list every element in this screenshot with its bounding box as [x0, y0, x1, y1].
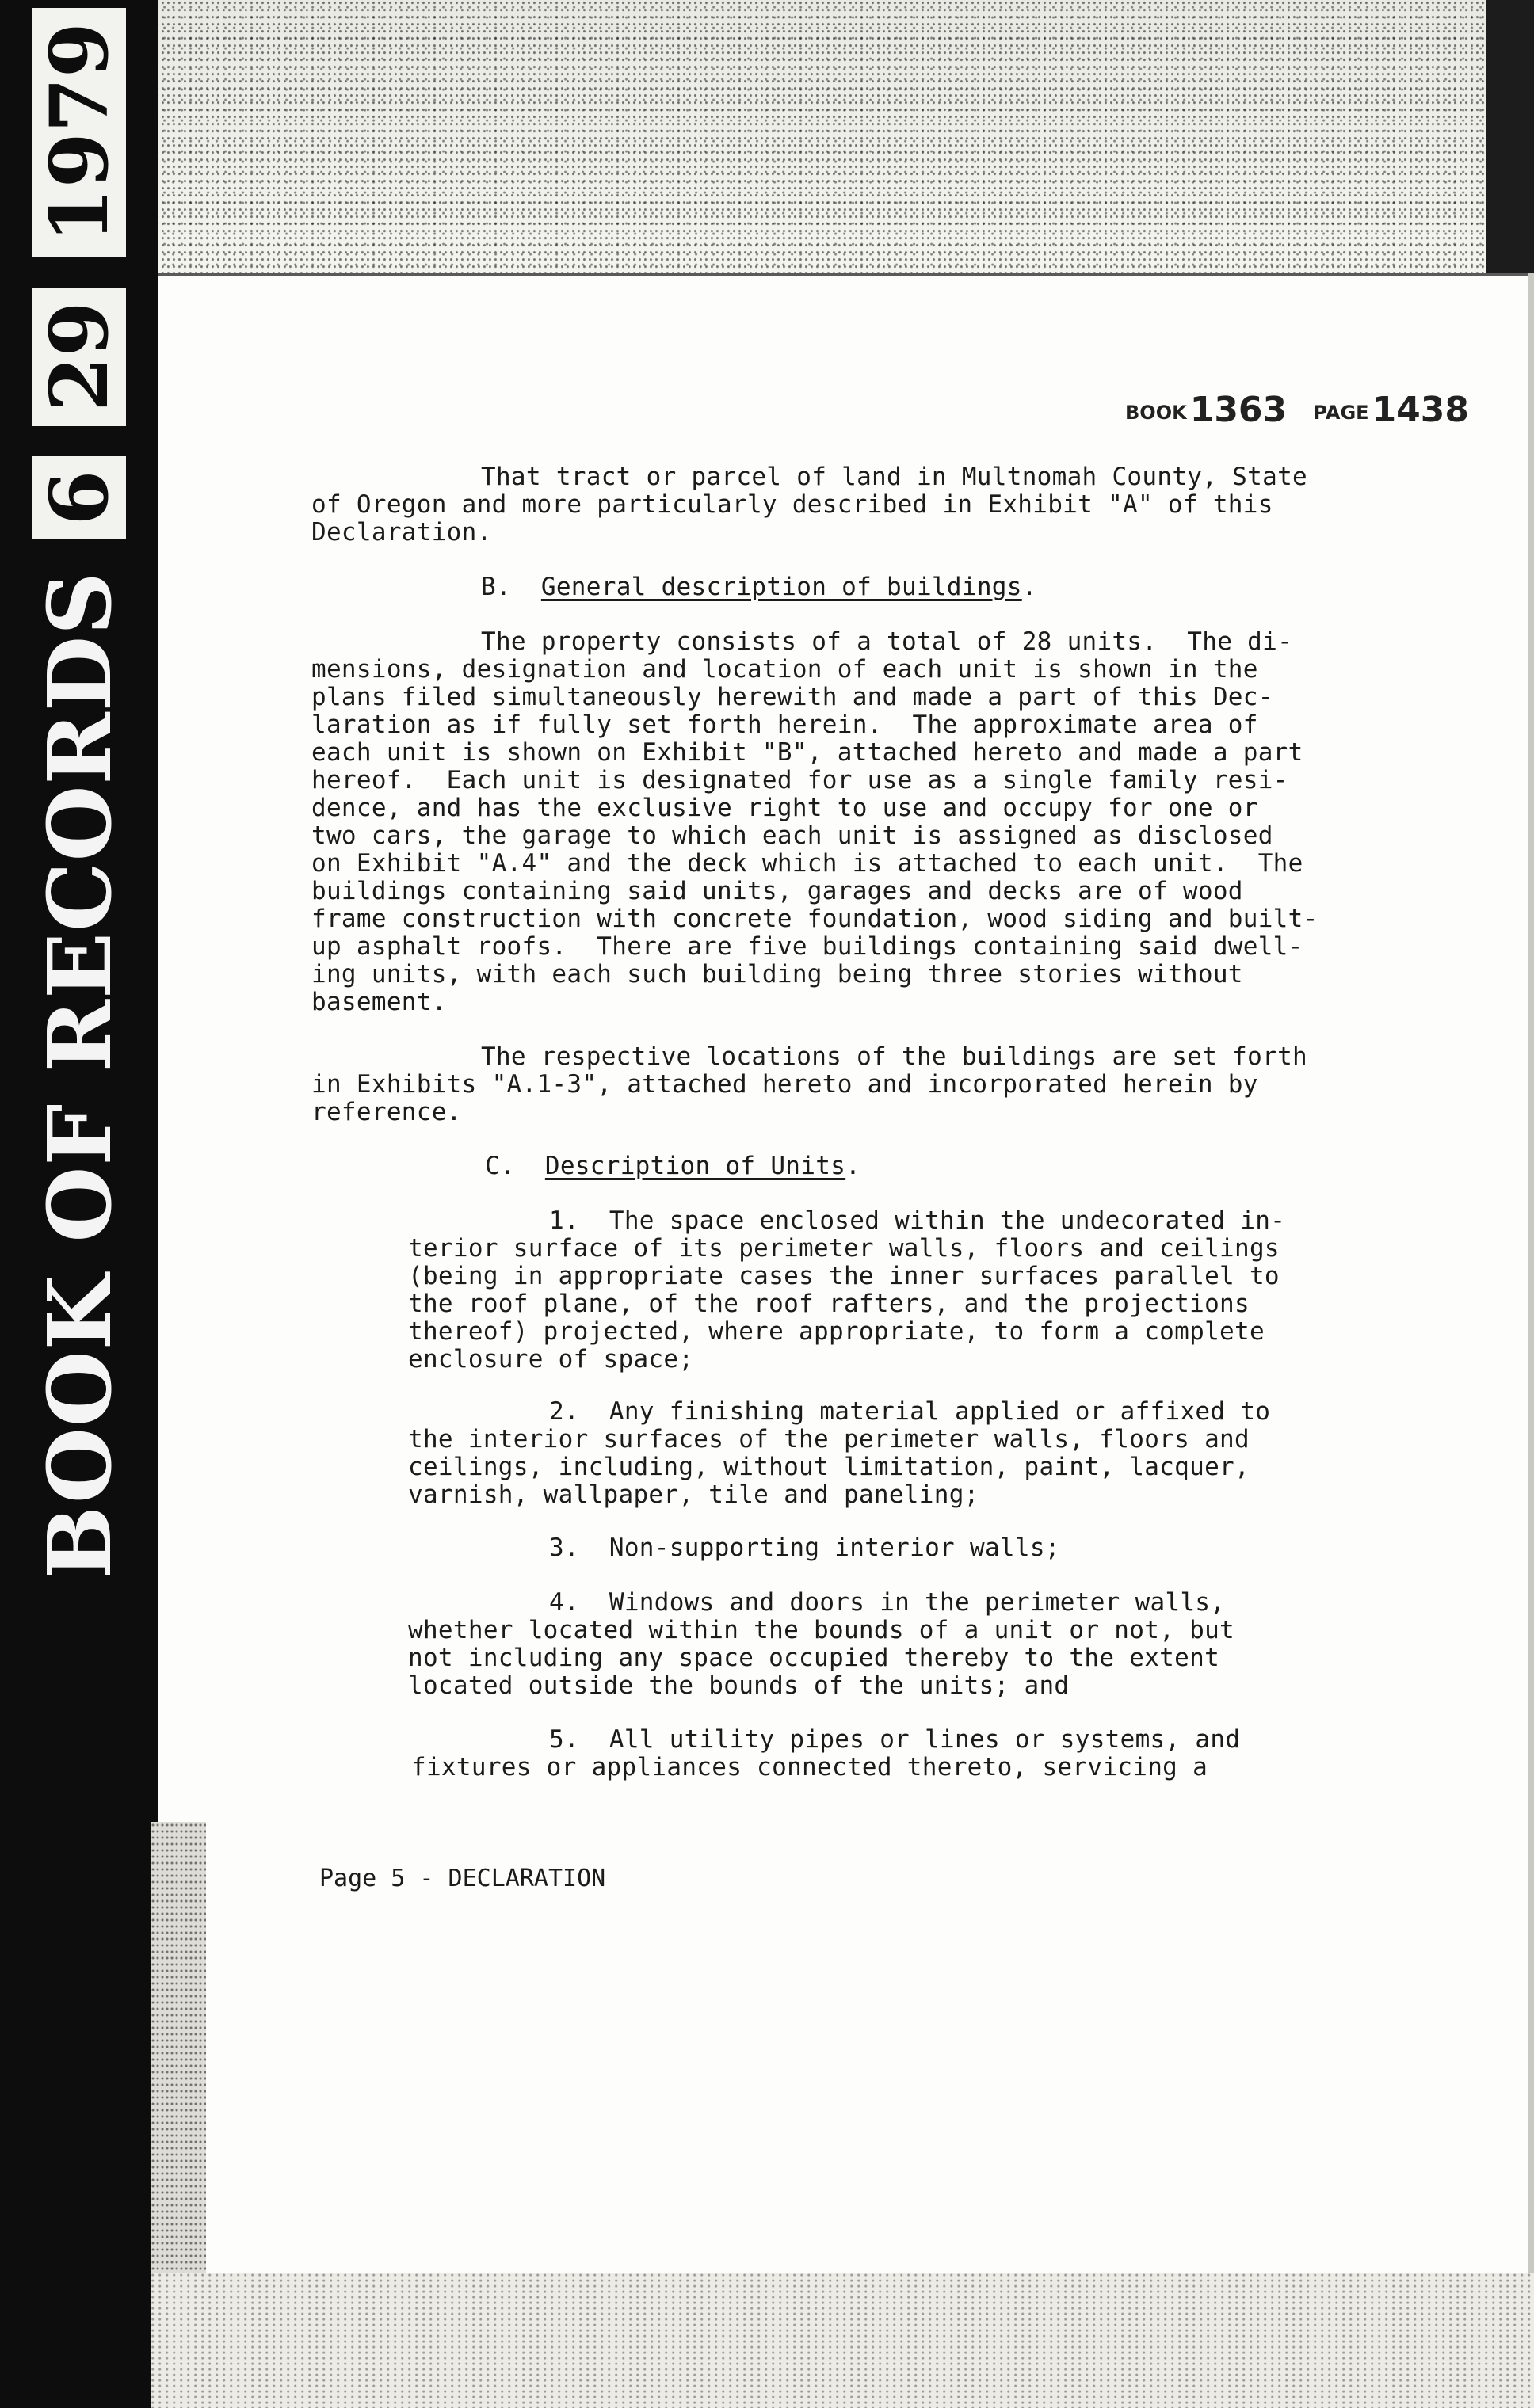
paragraph-line: buildings containing said units, garages and decks are of wood: [311, 877, 1243, 905]
list-item-line: (being in appropriate cases the inner surfaces parallel to: [408, 1262, 1280, 1290]
list-item-line: the roof plane, of the roof rafters, and the projections: [408, 1290, 1250, 1318]
paragraph-line: two cars, the garage to which each unit is assigned as disclosed: [311, 821, 1273, 850]
list-item-line: enclosure of space;: [408, 1345, 694, 1374]
section-b-period: .: [1021, 573, 1037, 601]
list-item-line: the interior surfaces of the perimeter walls, floors and: [408, 1425, 1250, 1454]
paragraph-line: reference.: [311, 1098, 462, 1126]
list-item-line: 4. Windows and doors in the perimeter walls,: [549, 1588, 1226, 1617]
stamp-day: 29: [29, 284, 129, 429]
list-item-line: 5. All utility pipes or lines or systems, and: [549, 1725, 1241, 1754]
section-b-letter: B.: [481, 573, 511, 601]
book-number: 1363: [1189, 390, 1288, 430]
book-label: BOOK: [1125, 402, 1187, 424]
paragraph-line: The property consists of a total of 28 units. The di-: [481, 627, 1293, 656]
paragraph-line: in Exhibits "A.1-3", attached hereto and incorporated herein by: [311, 1070, 1258, 1099]
paragraph-line: basement.: [311, 988, 447, 1016]
list-item-line: thereof) projected, where appropriate, to form a complete: [408, 1317, 1265, 1346]
intro-line: Declaration.: [311, 518, 492, 547]
intro-line: That tract or parcel of land in Multnomah County, State: [481, 463, 1307, 491]
section-c-title: Description of Units: [544, 1152, 846, 1180]
section-b-heading: [481, 573, 1037, 600]
book-page-reference: [1125, 390, 1469, 430]
paragraph-line: on Exhibit "A.4" and the deck which is attached to each unit. The: [311, 849, 1303, 878]
paragraph-line: each unit is shown on Exhibit "B", attached hereto and made a part: [311, 738, 1303, 767]
stamp-month: 6: [29, 453, 129, 543]
paragraph-line: plans filed simultaneously herewith and made a part of this Dec-: [311, 683, 1273, 711]
paragraph-line: laration as if fully set forth herein. The approximate area of: [311, 711, 1258, 739]
page-footer: Page 5 - DECLARATION: [319, 1865, 606, 1892]
section-c-heading: [485, 1153, 860, 1179]
stamp-title: BOOK OF RECORDS: [28, 571, 131, 1579]
paragraph-line: up asphalt roofs. There are five buildings containing said dwell-: [311, 932, 1303, 961]
intro-line: of Oregon and more particularly described in Exhibit "A" of this: [311, 490, 1273, 519]
paragraph-line: dence, and has the exclusive right to use and occupy for one or: [311, 794, 1258, 822]
section-c-letter: C.: [485, 1152, 515, 1180]
list-item-line: ceilings, including, without limitation, paint, lacquer,: [408, 1453, 1250, 1481]
list-item-line: located outside the bounds of the units; and: [408, 1671, 1070, 1700]
page-label: PAGE: [1313, 402, 1369, 424]
list-item-line: whether located within the bounds of a unit or not, but: [408, 1616, 1234, 1644]
page-number: 1438: [1372, 390, 1470, 430]
paragraph-line: The respective locations of the buildings are set forth: [481, 1042, 1307, 1071]
paragraph-line: ing units, with each such building being three stories without: [311, 960, 1243, 989]
stamp-year: 1979: [29, 5, 129, 260]
list-item-line: 2. Any finishing material applied or affixed to: [549, 1397, 1271, 1426]
list-item-line: varnish, wallpaper, tile and paneling;: [408, 1480, 979, 1509]
list-item-line: terior surface of its perimeter walls, floors and ceilings: [408, 1234, 1280, 1263]
section-c-period: .: [845, 1152, 861, 1180]
paragraph-line: hereof. Each unit is designated for use as a single family resi-: [311, 766, 1288, 794]
paragraph-line: frame construction with concrete foundation, wood siding and built-: [311, 905, 1318, 933]
list-item-line: 3. Non-supporting interior walls;: [549, 1534, 1060, 1562]
section-b-title: General description of buildings: [540, 573, 1022, 601]
list-item-line: not including any space occupied thereby to the extent: [408, 1644, 1220, 1672]
list-item-line: 1. The space enclosed within the undecorated in-: [549, 1206, 1286, 1235]
list-item-line: fixtures or appliances connected thereto, servicing a: [411, 1753, 1208, 1781]
paragraph-line: mensions, designation and location of each unit is shown in the: [311, 655, 1258, 684]
